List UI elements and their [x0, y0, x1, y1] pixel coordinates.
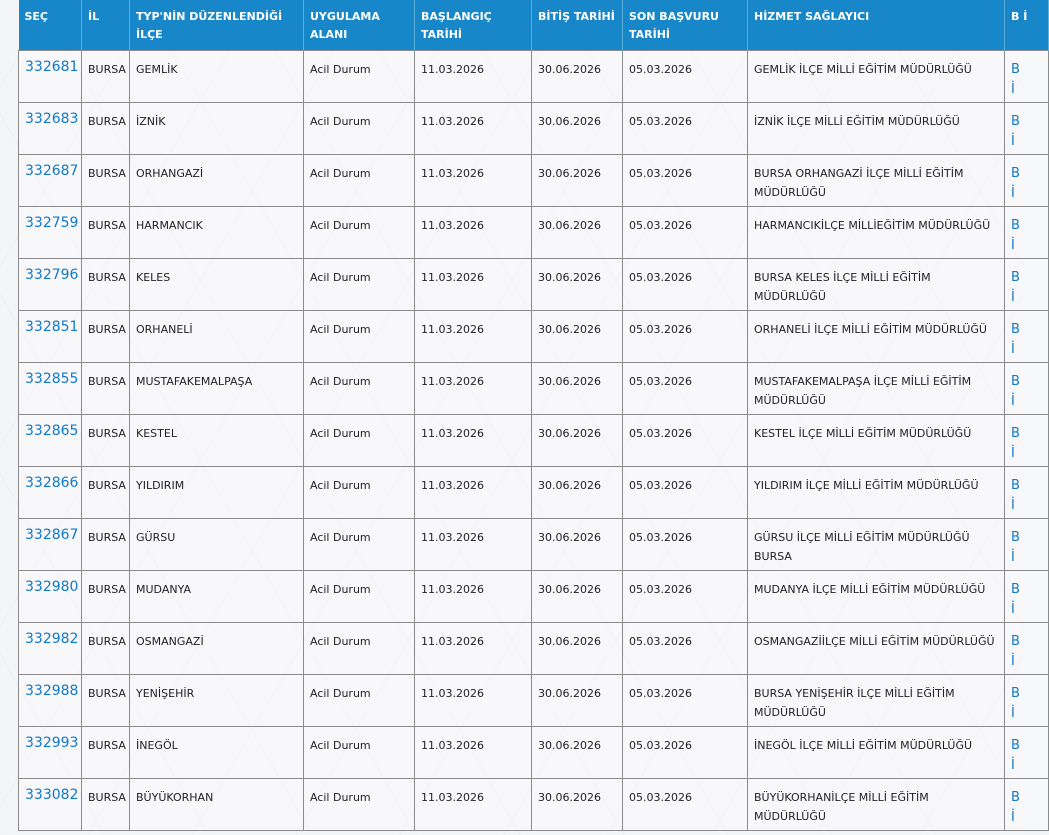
- baslangic-tarihi-cell: 11.03.2026: [415, 675, 532, 727]
- il-cell: BURSA: [82, 207, 130, 259]
- select-cell: [19, 103, 82, 155]
- ilce-cell: ORHANGAZİ: [130, 155, 304, 207]
- truncated-cell: [1005, 727, 1049, 779]
- bitis-tarihi-cell: 30.06.2026: [532, 155, 623, 207]
- son-basvuru-tarihi-cell: 05.03.2026: [623, 207, 748, 259]
- program-id-link[interactable]: 332851: [25, 319, 79, 335]
- header-uygulama-alani[interactable]: UYGULAMA ALANI: [304, 0, 415, 51]
- son-basvuru-tarihi-cell: 05.03.2026: [623, 415, 748, 467]
- il-cell: BURSA: [82, 779, 130, 831]
- select-cell: [19, 259, 82, 311]
- uygulama-alani-cell: Acil Durum: [304, 623, 415, 675]
- table-row: [19, 675, 1049, 727]
- uygulama-alani-cell: Acil Durum: [304, 571, 415, 623]
- truncated-link-line-1[interactable]: B: [1011, 478, 1020, 493]
- select-cell: [19, 623, 82, 675]
- truncated-link-line-2[interactable]: İ: [1011, 758, 1015, 773]
- select-cell: [19, 207, 82, 259]
- truncated-cell: [1005, 675, 1049, 727]
- truncated-link-line-1[interactable]: B: [1011, 530, 1020, 545]
- table-row: [19, 571, 1049, 623]
- program-table: [18, 0, 1049, 831]
- baslangic-tarihi-cell: 11.03.2026: [415, 779, 532, 831]
- select-cell: [19, 415, 82, 467]
- baslangic-tarihi-cell: 11.03.2026: [415, 51, 532, 103]
- il-cell: BURSA: [82, 311, 130, 363]
- uygulama-alani-cell: Acil Durum: [304, 779, 415, 831]
- son-basvuru-tarihi-cell: 05.03.2026: [623, 727, 748, 779]
- bitis-tarihi-cell: 30.06.2026: [532, 51, 623, 103]
- son-basvuru-tarihi-cell: 05.03.2026: [623, 155, 748, 207]
- select-cell: [19, 51, 82, 103]
- select-cell: [19, 467, 82, 519]
- truncated-link-line-2[interactable]: İ: [1011, 342, 1015, 357]
- ilce-cell: BÜYÜKORHAN: [130, 779, 304, 831]
- il-cell: BURSA: [82, 519, 130, 571]
- ilce-cell: MUSTAFAKEMALPAŞA: [130, 363, 304, 415]
- uygulama-alani-cell: Acil Durum: [304, 363, 415, 415]
- truncated-link-line-1[interactable]: B: [1011, 62, 1020, 77]
- program-id-link[interactable]: 332867: [25, 527, 79, 543]
- bitis-tarihi-cell: 30.06.2026: [532, 727, 623, 779]
- hizmet-saglayici-cell: GÜRSU İLÇE MİLLİ EĞİTİM MÜDÜRLÜĞÜ BURSA: [748, 519, 1005, 571]
- table-row: [19, 103, 1049, 155]
- bitis-tarihi-cell: 30.06.2026: [532, 675, 623, 727]
- select-cell: [19, 727, 82, 779]
- table-row: [19, 467, 1049, 519]
- son-basvuru-tarihi-cell: 05.03.2026: [623, 311, 748, 363]
- table-header: [19, 0, 1049, 51]
- uygulama-alani-cell: Acil Durum: [304, 675, 415, 727]
- truncated-link-line-2[interactable]: İ: [1011, 706, 1015, 721]
- il-cell: BURSA: [82, 675, 130, 727]
- ilce-cell: ORHANELİ: [130, 311, 304, 363]
- uygulama-alani-cell: Acil Durum: [304, 155, 415, 207]
- truncated-link-line-2[interactable]: İ: [1011, 602, 1015, 617]
- hizmet-saglayici-cell: ORHANELİ İLÇE MİLLİ EĞİTİM MÜDÜRLÜĞÜ: [748, 311, 1005, 363]
- program-id-link[interactable]: 332865: [25, 423, 79, 439]
- program-id-link[interactable]: 333082: [25, 787, 79, 803]
- header-truncated-column[interactable]: B İ: [1005, 0, 1049, 51]
- son-basvuru-tarihi-cell: 05.03.2026: [623, 623, 748, 675]
- truncated-link-line-2[interactable]: İ: [1011, 550, 1015, 565]
- il-cell: BURSA: [82, 259, 130, 311]
- ilce-cell: KESTEL: [130, 415, 304, 467]
- truncated-link-line-2[interactable]: İ: [1011, 394, 1015, 409]
- header-il[interactable]: İL: [82, 0, 130, 51]
- truncated-link-line-2[interactable]: İ: [1011, 290, 1015, 305]
- ilce-cell: İZNİK: [130, 103, 304, 155]
- baslangic-tarihi-cell: 11.03.2026: [415, 311, 532, 363]
- il-cell: BURSA: [82, 155, 130, 207]
- son-basvuru-tarihi-cell: 05.03.2026: [623, 675, 748, 727]
- select-cell: [19, 571, 82, 623]
- select-cell: [19, 155, 82, 207]
- baslangic-tarihi-cell: 11.03.2026: [415, 103, 532, 155]
- truncated-link-line-2[interactable]: İ: [1011, 498, 1015, 513]
- son-basvuru-tarihi-cell: 05.03.2026: [623, 51, 748, 103]
- bitis-tarihi-cell: 30.06.2026: [532, 259, 623, 311]
- son-basvuru-tarihi-cell: 05.03.2026: [623, 363, 748, 415]
- truncated-cell: [1005, 623, 1049, 675]
- uygulama-alani-cell: Acil Durum: [304, 103, 415, 155]
- ilce-cell: YILDIRIM: [130, 467, 304, 519]
- bitis-tarihi-cell: 30.06.2026: [532, 519, 623, 571]
- truncated-cell: [1005, 519, 1049, 571]
- truncated-link-line-1[interactable]: B: [1011, 634, 1020, 649]
- header-sec[interactable]: SEÇ: [19, 0, 82, 51]
- son-basvuru-tarihi-cell: 05.03.2026: [623, 519, 748, 571]
- truncated-link-line-1[interactable]: B: [1011, 166, 1020, 181]
- truncated-link-line-2[interactable]: İ: [1011, 654, 1015, 669]
- ilce-cell: OSMANGAZİ: [130, 623, 304, 675]
- program-id-link[interactable]: 332759: [25, 215, 79, 231]
- program-id-link[interactable]: 332683: [25, 111, 79, 127]
- hizmet-saglayici-cell: MUSTAFAKEMALPAŞA İLÇE MİLLİ EĞİTİM MÜDÜRLÜĞÜ: [748, 363, 1005, 415]
- truncated-cell: [1005, 779, 1049, 831]
- ilce-cell: İNEGÖL: [130, 727, 304, 779]
- il-cell: BURSA: [82, 467, 130, 519]
- program-id-link[interactable]: 332993: [25, 735, 79, 751]
- bitis-tarihi-cell: 30.06.2026: [532, 623, 623, 675]
- il-cell: BURSA: [82, 103, 130, 155]
- truncated-cell: [1005, 51, 1049, 103]
- ilce-cell: MUDANYA: [130, 571, 304, 623]
- bitis-tarihi-cell: 30.06.2026: [532, 467, 623, 519]
- hizmet-saglayici-cell: BURSA KELES İLÇE MİLLİ EĞİTİM MÜDÜRLÜĞÜ: [748, 259, 1005, 311]
- uygulama-alani-cell: Acil Durum: [304, 207, 415, 259]
- truncated-link-line-1[interactable]: B: [1011, 322, 1020, 337]
- uygulama-alani-cell: Acil Durum: [304, 311, 415, 363]
- hizmet-saglayici-cell: OSMANGAZİİLÇE MİLLİ EĞİTİM MÜDÜRLÜĞÜ: [748, 623, 1005, 675]
- program-id-link[interactable]: 332796: [25, 267, 79, 283]
- hizmet-saglayici-cell: İZNİK İLÇE MİLLİ EĞİTİM MÜDÜRLÜĞÜ: [748, 103, 1005, 155]
- table-row: [19, 623, 1049, 675]
- table-row: [19, 51, 1049, 103]
- truncated-cell: [1005, 259, 1049, 311]
- son-basvuru-tarihi-cell: 05.03.2026: [623, 259, 748, 311]
- truncated-link-line-1[interactable]: B: [1011, 374, 1020, 389]
- baslangic-tarihi-cell: 11.03.2026: [415, 207, 532, 259]
- program-id-link[interactable]: 332681: [25, 59, 79, 75]
- table-row: [19, 363, 1049, 415]
- il-cell: BURSA: [82, 571, 130, 623]
- select-cell: [19, 675, 82, 727]
- header-ilce[interactable]: TYP'NİN DÜZENLENDİĞİ İLÇE: [130, 0, 304, 51]
- hizmet-saglayici-cell: KESTEL İLÇE MİLLİ EĞİTİM MÜDÜRLÜĞÜ: [748, 415, 1005, 467]
- header-bitis-tarihi[interactable]: BİTİŞ TARİHİ: [532, 0, 623, 51]
- hizmet-saglayici-cell: BÜYÜKORHANİLÇE MİLLİ EĞİTİM MÜDÜRLÜĞÜ: [748, 779, 1005, 831]
- son-basvuru-tarihi-cell: 05.03.2026: [623, 467, 748, 519]
- program-id-link[interactable]: 332855: [25, 371, 79, 387]
- program-id-link[interactable]: 332982: [25, 631, 79, 647]
- truncated-cell: [1005, 571, 1049, 623]
- son-basvuru-tarihi-cell: 05.03.2026: [623, 779, 748, 831]
- baslangic-tarihi-cell: 11.03.2026: [415, 155, 532, 207]
- baslangic-tarihi-cell: 11.03.2026: [415, 467, 532, 519]
- baslangic-tarihi-cell: 11.03.2026: [415, 259, 532, 311]
- truncated-cell: [1005, 467, 1049, 519]
- truncated-cell: [1005, 207, 1049, 259]
- truncated-link-line-1[interactable]: B: [1011, 270, 1020, 285]
- truncated-link-line-1[interactable]: B: [1011, 582, 1020, 597]
- il-cell: BURSA: [82, 415, 130, 467]
- table-row: [19, 259, 1049, 311]
- program-id-link[interactable]: 332866: [25, 475, 79, 491]
- select-cell: [19, 519, 82, 571]
- ilce-cell: GÜRSU: [130, 519, 304, 571]
- uygulama-alani-cell: Acil Durum: [304, 259, 415, 311]
- baslangic-tarihi-cell: 11.03.2026: [415, 571, 532, 623]
- ilce-cell: KELES: [130, 259, 304, 311]
- il-cell: BURSA: [82, 727, 130, 779]
- truncated-cell: [1005, 311, 1049, 363]
- select-cell: [19, 779, 82, 831]
- header-baslangic-tarihi[interactable]: BAŞLANGIÇ TARİHİ: [415, 0, 532, 51]
- truncated-cell: [1005, 103, 1049, 155]
- hizmet-saglayici-cell: İNEGÖL İLÇE MİLLİ EĞİTİM MÜDÜRLÜĞÜ: [748, 727, 1005, 779]
- uygulama-alani-cell: Acil Durum: [304, 727, 415, 779]
- hizmet-saglayici-cell: YILDIRIM İLÇE MİLLİ EĞİTİM MÜDÜRLÜĞÜ: [748, 467, 1005, 519]
- bitis-tarihi-cell: 30.06.2026: [532, 311, 623, 363]
- baslangic-tarihi-cell: 11.03.2026: [415, 415, 532, 467]
- truncated-link-line-2[interactable]: İ: [1011, 82, 1015, 97]
- program-id-link[interactable]: 332988: [25, 683, 79, 699]
- truncated-link-line-1[interactable]: B: [1011, 686, 1020, 701]
- hizmet-saglayici-cell: HARMANCIKİLÇE MİLLİEĞİTİM MÜDÜRLÜĞÜ: [748, 207, 1005, 259]
- son-basvuru-tarihi-cell: 05.03.2026: [623, 103, 748, 155]
- truncated-link-line-2[interactable]: İ: [1011, 446, 1015, 461]
- il-cell: BURSA: [82, 363, 130, 415]
- hizmet-saglayici-cell: MUDANYA İLÇE MİLLİ EĞİTİM MÜDÜRLÜĞÜ: [748, 571, 1005, 623]
- truncated-link-line-2[interactable]: İ: [1011, 810, 1015, 825]
- uygulama-alani-cell: Acil Durum: [304, 415, 415, 467]
- truncated-link-line-1[interactable]: B: [1011, 114, 1020, 129]
- table-row: [19, 155, 1049, 207]
- bitis-tarihi-cell: 30.06.2026: [532, 207, 623, 259]
- table-row: [19, 727, 1049, 779]
- truncated-cell: [1005, 415, 1049, 467]
- truncated-link-line-2[interactable]: İ: [1011, 186, 1015, 201]
- program-id-link[interactable]: 332687: [25, 163, 79, 179]
- ilce-cell: GEMLİK: [130, 51, 304, 103]
- hizmet-saglayici-cell: GEMLİK İLÇE MİLLİ EĞİTİM MÜDÜRLÜĞÜ: [748, 51, 1005, 103]
- select-cell: [19, 363, 82, 415]
- baslangic-tarihi-cell: 11.03.2026: [415, 727, 532, 779]
- truncated-link-line-1[interactable]: B: [1011, 790, 1020, 805]
- baslangic-tarihi-cell: 11.03.2026: [415, 623, 532, 675]
- table-row: [19, 415, 1049, 467]
- bitis-tarihi-cell: 30.06.2026: [532, 415, 623, 467]
- table-body: [19, 51, 1049, 831]
- truncated-cell: [1005, 363, 1049, 415]
- truncated-link-line-2[interactable]: İ: [1011, 238, 1015, 253]
- table-row: [19, 311, 1049, 363]
- uygulama-alani-cell: Acil Durum: [304, 51, 415, 103]
- baslangic-tarihi-cell: 11.03.2026: [415, 519, 532, 571]
- baslangic-tarihi-cell: 11.03.2026: [415, 363, 532, 415]
- truncated-cell: [1005, 155, 1049, 207]
- ilce-cell: HARMANCIK: [130, 207, 304, 259]
- table-row: [19, 207, 1049, 259]
- bitis-tarihi-cell: 30.06.2026: [532, 779, 623, 831]
- table-row: [19, 519, 1049, 571]
- header-son-basvuru-tarihi[interactable]: SON BAŞVURU TARİHİ: [623, 0, 748, 51]
- header-hizmet-saglayici[interactable]: HİZMET SAĞLAYICI: [748, 0, 1005, 51]
- truncated-link-line-1[interactable]: B: [1011, 218, 1020, 233]
- program-id-link[interactable]: 332980: [25, 579, 79, 595]
- son-basvuru-tarihi-cell: 05.03.2026: [623, 571, 748, 623]
- bitis-tarihi-cell: 30.06.2026: [532, 103, 623, 155]
- bitis-tarihi-cell: 30.06.2026: [532, 571, 623, 623]
- truncated-link-line-2[interactable]: İ: [1011, 134, 1015, 149]
- select-cell: [19, 311, 82, 363]
- il-cell: BURSA: [82, 623, 130, 675]
- il-cell: BURSA: [82, 51, 130, 103]
- truncated-link-line-1[interactable]: B: [1011, 426, 1020, 441]
- uygulama-alani-cell: Acil Durum: [304, 467, 415, 519]
- table-row: [19, 779, 1049, 831]
- hizmet-saglayici-cell: BURSA YENİŞEHİR İLÇE MİLLİ EĞİTİM MÜDÜRLÜĞÜ: [748, 675, 1005, 727]
- bitis-tarihi-cell: 30.06.2026: [532, 363, 623, 415]
- truncated-link-line-1[interactable]: B: [1011, 738, 1020, 753]
- ilce-cell: YENİŞEHİR: [130, 675, 304, 727]
- hizmet-saglayici-cell: BURSA ORHANGAZİ İLÇE MİLLİ EĞİTİM MÜDÜRLÜĞÜ: [748, 155, 1005, 207]
- uygulama-alani-cell: Acil Durum: [304, 519, 415, 571]
